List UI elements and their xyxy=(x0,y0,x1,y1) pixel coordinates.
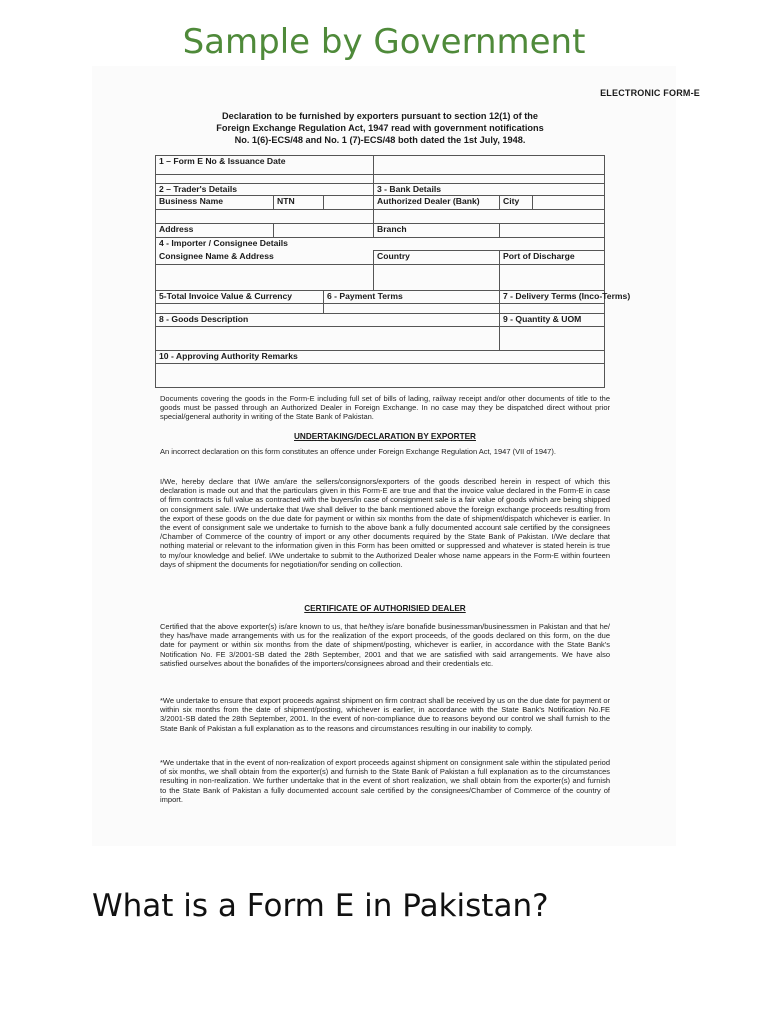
quantity-uom-cell: 9 - Quantity & UOM xyxy=(500,314,605,327)
form-no-cell: 1 – Form E No & Issuance Date xyxy=(156,156,374,175)
bank-details-cell: 3 - Bank Details xyxy=(374,184,605,196)
undertaking-heading: UNDERTAKING/DECLARATION BY EXPORTER xyxy=(294,432,476,441)
page-title: Sample by Government xyxy=(182,22,586,62)
ntn-cell: NTN xyxy=(274,196,324,210)
invoice-value-cell: 5-Total Invoice Value & Currency xyxy=(156,291,324,304)
declaration-line: Declaration to be furnished by exporters pursuant to section 12(1) of the xyxy=(222,111,538,121)
country-cell: Country xyxy=(374,251,500,265)
branch-cell: Branch xyxy=(374,224,500,238)
payment-terms-field xyxy=(324,304,500,314)
form-e-table xyxy=(155,155,631,388)
question-heading: What is a Form E in Pakistan? xyxy=(92,888,549,924)
invoice-value-field xyxy=(156,304,324,314)
spacer-cell xyxy=(374,175,605,184)
ntn-value-cell xyxy=(324,196,374,210)
dealer-value-cell xyxy=(374,210,605,224)
city-value-cell xyxy=(533,196,605,210)
consignee-name-cell: Consignee Name & Address xyxy=(156,251,374,265)
branch-value-cell xyxy=(500,224,605,238)
exporter-declaration-paragraph: I/We, hereby declare that I/We am/are the sellers/consignors/exporters of the goods described herein in respect of which this declaration is made out and that the particulars given in this Form-E are true and that the invoice value declared in the Form-E in case of firm contracts is full value as contracted with the buyers/in case of consignment sale is a fair value of goods which are being shipped on consignment sale. I/We undertake that I/we shall deliver to the bank mentioned above the foreign exchange proceeds resulting from the export of these goods on the due date for payment or within six months from the date of shipment/dispatch whichever is earlier. In the event of consignment sale we undertake to furnish to the above bank a fully documented account sale certified by the consignees /Chamber of Commerce of the country of import or any other documents required by the State Bank of Pakistan. I/We declare that nothing material or relevant to the information given in this Form has been omitted or suppressed and whatever is stated herein is true to my/our knowledge and belief. I/We undertake to submit to the Authorized Dealer whose name appears in the Form-E within fourteen days of shipment the documents for negotiation/for sending on collection. xyxy=(160,477,610,569)
goods-description-field xyxy=(156,327,500,351)
documents-paragraph: Documents covering the goods in the Form-E including full set of bills of lading, railway receipt and/or other documents of title to the goods must be passed through an Authorized Dealer in Foreign Exchange. In no case may they be dispatched direct without prior special/general authority in writing of the State Bank of Pakistan. xyxy=(160,394,610,422)
port-value-cell xyxy=(500,265,605,291)
declaration-line: Foreign Exchange Regulation Act, 1947 read with government notifications xyxy=(216,123,544,133)
delivery-terms-cell: 7 - Delivery Terms (Inco-Terms) xyxy=(500,291,605,304)
importer-details-cell: 4 - Importer / Consignee Details xyxy=(156,238,605,251)
authorized-dealer-cell: Authorized Dealer (Bank) xyxy=(374,196,500,210)
certificate-heading: CERTIFICATE OF AUTHORISIED DEALER xyxy=(304,604,466,613)
incorrect-declaration-paragraph: An incorrect declaration on this form constitutes an offence under Foreign Exchange Regulation Act, 1947 (VII of 1947). xyxy=(160,447,556,456)
goods-description-cell: 8 - Goods Description xyxy=(156,314,500,327)
declaration-line: No. 1(6)-ECS/48 and No. 1 (7)-ECS/48 both dated the 1st July, 1948. xyxy=(234,135,526,145)
port-cell: Port of Discharge xyxy=(500,251,605,265)
consignee-value-cell xyxy=(156,265,374,291)
remarks-field xyxy=(156,364,605,388)
business-value-cell xyxy=(156,210,374,224)
declaration-header xyxy=(156,110,604,146)
quantity-uom-field xyxy=(500,327,605,351)
form-no-value-cell xyxy=(374,156,605,175)
address-value-cell xyxy=(274,224,374,238)
certified-paragraph: Certified that the above exporter(s) is/are known to us, that he/they is/are bonafide businessman/businessmen in Pakistan and that he/ they has/have made arrangements with us for the realization of the export proceeds, of the goods declared on this form, on the due date for payment or within six months from the date of shipment/posting, whichever is earlier, in accordance with the State Bank's Notification No. FE 3/2001-SB dated the 28th September, 2001 and that we are satisfied with said arrangements. We have also satisfied ourselves about the bonafides of the importers/consignees abroad and their credentials etc. xyxy=(160,622,610,668)
city-cell: City xyxy=(500,196,533,210)
address-cell: Address xyxy=(156,224,274,238)
form-heading: ELECTRONIC FORM-E xyxy=(600,88,700,98)
traders-details-cell: 2 – Trader's Details xyxy=(156,184,374,196)
remarks-cell: 10 - Approving Authority Remarks xyxy=(156,351,605,364)
non-realization-paragraph: *We undertake that in the event of non-realization of export proceeds against shipment on consignment sale within the stipulated period of six months, we shall obtain from the exporter(s) and furnish to the State Bank of Pakistan a full explanation as to the circumstances resulting in non-realization. We further undertake that in the event of short realization, we shall obtain from the exporter(s) and furnish to the State Bank of Pakistan a fully documented account sale certified by the consignees/Chamber of Commerce of the country of import. xyxy=(160,758,610,804)
spacer-cell xyxy=(156,175,374,184)
payment-terms-cell: 6 - Payment Terms xyxy=(324,291,500,304)
delivery-terms-field xyxy=(500,304,605,314)
country-value-cell xyxy=(374,265,500,291)
undertake-paragraph: *We undertake to ensure that export proceeds against shipment on firm contract shall be received by us on the due date for payment or within six months from the date of shipment/posting, whichever is earlier, in accordance with the State Bank's Notification No.FE 3/2001-SB dated the 28th September, 2001. In the event of non-compliance due to reasons beyond our control we shall furnish to the State Bank of Pakistan a full explanation as to the reasons and circumstances resulting in our inability to comply. xyxy=(160,696,610,733)
business-name-cell: Business Name xyxy=(156,196,274,210)
